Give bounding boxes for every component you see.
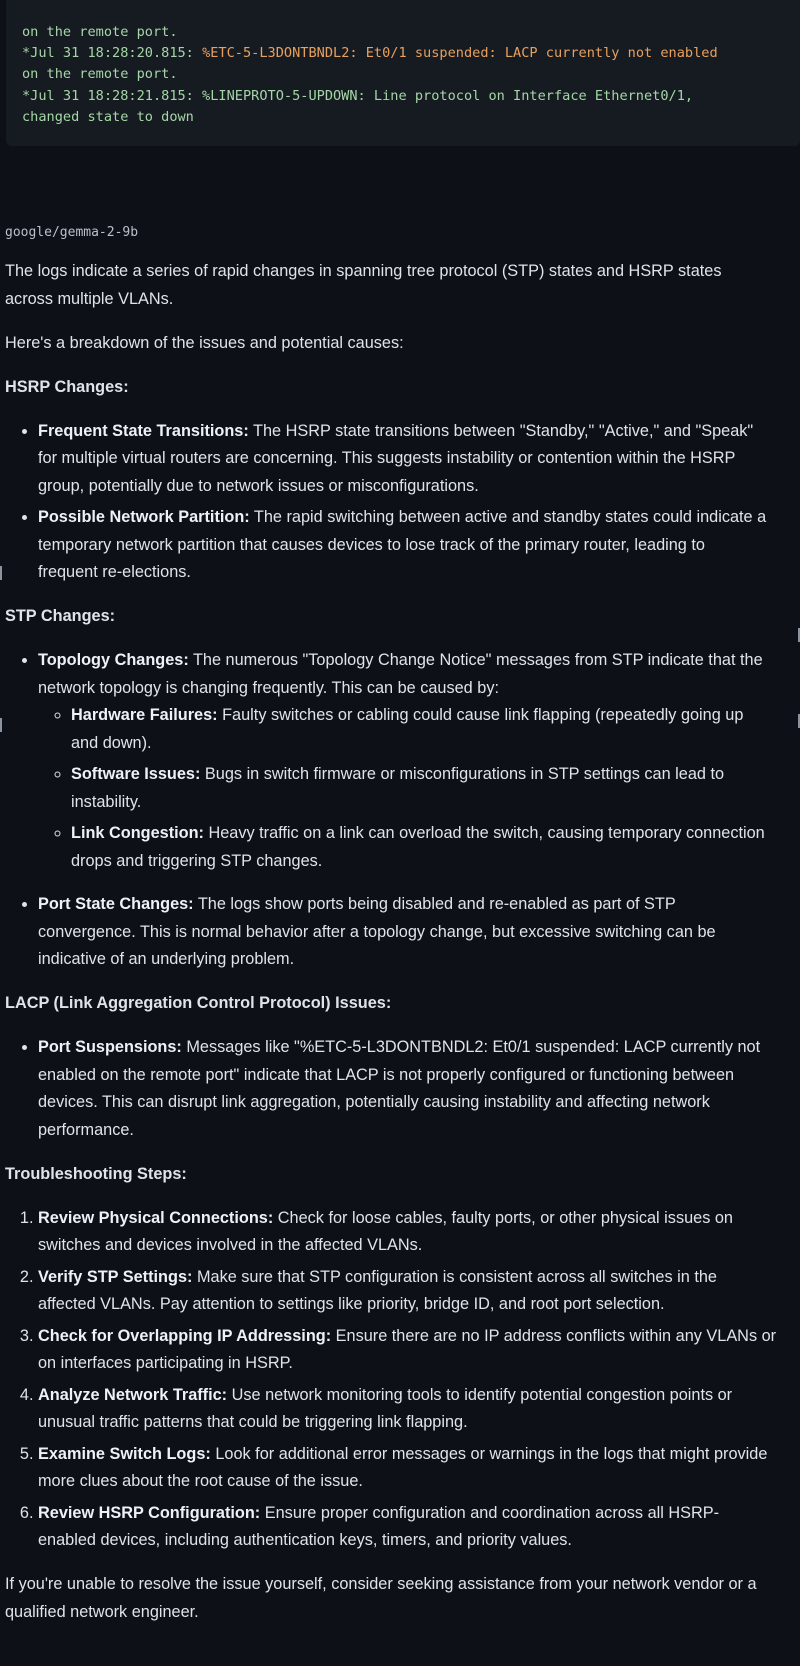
lacp-item-text: devices. This can disrupt link aggregation, potentially causing instability and affecting network [38, 1093, 710, 1111]
intro-line: The logs indicate a series of rapid changes in spanning tree protocol (STP) states and HSRP states [5, 262, 722, 280]
hsrp-item-title: Frequent State Transitions: [38, 421, 249, 440]
troubleshooting-step-text: Make sure that STP configuration is consistent across all switches in the [192, 1267, 717, 1286]
intro-paragraph [5, 258, 800, 313]
log-line [22, 43, 718, 64]
stp-cause-item-text: drops and triggering STP changes. [71, 851, 323, 870]
troubleshooting-step-title: Review HSRP Configuration: [38, 1503, 261, 1522]
lacp-item-text: Messages like "%ETC-5-L3DONTBNDL2: Et0/1 suspended: LACP currently not [181, 1038, 761, 1056]
troubleshooting-step-text: switches and devices involved in the affected VLANs. [38, 1236, 423, 1254]
breakdown-paragraph: Here's a breakdown of the issues and potential causes: [5, 333, 404, 352]
log-segment: %ETC-5-L3DONTBNDL2: Et0/1 suspended: LACP currently not enabled [202, 45, 718, 62]
troubleshooting-step-text: Use network monitoring tools to identify potential congestion points or [227, 1385, 733, 1404]
troubleshooting-step [38, 1500, 800, 1555]
troubleshooting-step [38, 1441, 800, 1496]
stp-list [5, 647, 800, 974]
stp-cause-item-text: Faulty switches or cabling could cause link flapping (repeatedly going up [217, 706, 744, 724]
closing-line: qualified network engineer. [5, 1602, 199, 1621]
stp-item-text: convergence. This is normal behavior after a topology change, but excessive switching can be [38, 922, 716, 941]
troubleshooting-step-text: Ensure proper configuration and coordination across all HSRP- [260, 1503, 720, 1522]
log-segment: on the remote port. [22, 24, 178, 40]
hsrp-item [38, 504, 800, 587]
lacp-item-text: enabled on the remote port" indicate that LACP is not properly configured or functioning between [38, 1065, 735, 1084]
troubleshooting-step [38, 1382, 800, 1437]
model-name-label: google/gemma-2-9b [5, 225, 139, 240]
log-line [22, 107, 718, 128]
stp-cause-item-text: Heavy traffic on a link can overload the switch, causing temporary connection [203, 824, 765, 842]
stp-item-text: The logs show ports being disabled and re-enabled as part of STP [193, 895, 676, 913]
troubleshooting-step [38, 1323, 800, 1378]
troubleshooting-step-title: Check for Overlapping IP Addressing: [38, 1326, 332, 1345]
stp-cause-item-text: and down). [71, 733, 152, 752]
lacp-list [5, 1034, 800, 1144]
stp-item-text: The numerous "Topology Change Notice" messages from STP indicate that the [188, 651, 763, 669]
stp-item-text: indicative of an underlying problem. [38, 950, 295, 968]
log-segment: *Jul 31 18:28:20.815: [22, 45, 203, 62]
stp-cause-item-text: instability. [71, 792, 142, 811]
lacp-item-text: performance. [38, 1120, 134, 1139]
hsrp-item-text: group, potentially due to network issues or misconfigurations. [38, 476, 479, 495]
log-segment: changed state to down [22, 108, 194, 125]
troubleshooting-step-text: Ensure there are no IP address conflicts within any VLANs or [331, 1326, 777, 1345]
stp-heading: STP Changes: [5, 607, 116, 625]
stp-cause-item [71, 761, 800, 816]
intro-line: across multiple VLANs. [5, 289, 174, 308]
hsrp-item-text: frequent re-elections. [38, 563, 191, 581]
troubleshooting-step [38, 1205, 800, 1260]
hsrp-item-title: Possible Network Partition: [38, 508, 250, 526]
troubleshooting-step-title: Analyze Network Traffic: [38, 1385, 228, 1404]
troubleshooting-list [5, 1205, 800, 1555]
scroll-edge-marker [0, 566, 2, 580]
troubleshooting-step-text: enabled devices, including authentication keys, timers, and priority values. [38, 1531, 572, 1549]
troubleshooting-step [38, 1264, 800, 1319]
scroll-edge-marker [0, 718, 2, 732]
troubleshooting-step-text: on interfaces participating in HSRP. [38, 1354, 293, 1372]
closing-paragraph [5, 1571, 800, 1626]
lacp-item-title: Port Suspensions: [38, 1038, 182, 1056]
stp-cause-item-title: Link Congestion: [71, 824, 204, 842]
hsrp-item-text: The HSRP state transitions between "Standby," "Active," and "Speak" [248, 421, 754, 440]
troubleshooting-step-text: unusual traffic patterns that could be triggering link flapping. [38, 1413, 468, 1431]
closing-line: If you're unable to resolve the issue yourself, consider seeking assistance from your network vendor or a [5, 1575, 757, 1593]
troubleshooting-heading: Troubleshooting Steps: [5, 1164, 187, 1183]
log-segment: on the remote port. [22, 66, 178, 83]
lacp-heading: LACP (Link Aggregation Control Protocol) Issues: [5, 994, 392, 1012]
stp-item-title: Topology Changes: [38, 651, 189, 669]
stp-item-title: Port State Changes: [38, 895, 194, 913]
stp-item-text: network topology is changing frequently. This can be caused by: [38, 678, 499, 697]
log-code-block [6, 0, 800, 146]
troubleshooting-step-title: Verify STP Settings: [38, 1267, 193, 1286]
log-line [22, 64, 718, 85]
stp-causes-list [38, 702, 800, 875]
hsrp-item-text: The rapid switching between active and standby states could indicate a [249, 508, 767, 526]
hsrp-item-text: for multiple virtual routers are concerning. This suggests instability or contention within the HSRP [38, 449, 736, 467]
hsrp-item-text: temporary network partition that causes devices to lose track of the primary router, leading to [38, 535, 705, 554]
troubleshooting-step-text: affected VLANs. Pay attention to settings like priority, bridge ID, and root port selection. [38, 1295, 665, 1313]
log-line [22, 22, 718, 43]
log-line [22, 86, 718, 107]
troubleshooting-step-text: Look for additional error messages or warnings in the logs that might provide [210, 1444, 768, 1463]
log-segment: *Jul 31 18:28:21.815: %LINEPROTO-5-UPDOWN: Line protocol on Interface Ethernet0/1, [22, 87, 694, 104]
stp-item [38, 647, 800, 875]
stp-cause-item-title: Software Issues: [71, 765, 201, 783]
stp-cause-item [71, 820, 800, 875]
response-content [5, 258, 800, 1643]
hsrp-list [5, 418, 800, 587]
troubleshooting-step-text: more clues about the root cause of the issue. [38, 1472, 363, 1490]
troubleshooting-step-title: Review Physical Connections: [38, 1208, 274, 1227]
stp-item [38, 891, 800, 974]
log-code-lines [22, 22, 718, 128]
troubleshooting-step-title: Examine Switch Logs: [38, 1444, 211, 1463]
stp-cause-item [71, 702, 800, 757]
stp-cause-item-title: Hardware Failures: [71, 706, 218, 724]
lacp-item [38, 1034, 800, 1144]
stp-cause-item-text: Bugs in switch firmware or misconfigurations in STP settings can lead to [200, 765, 725, 783]
hsrp-item [38, 418, 800, 501]
troubleshooting-step-text: Check for loose cables, faulty ports, or other physical issues on [273, 1208, 733, 1227]
hsrp-heading: HSRP Changes: [5, 377, 129, 396]
